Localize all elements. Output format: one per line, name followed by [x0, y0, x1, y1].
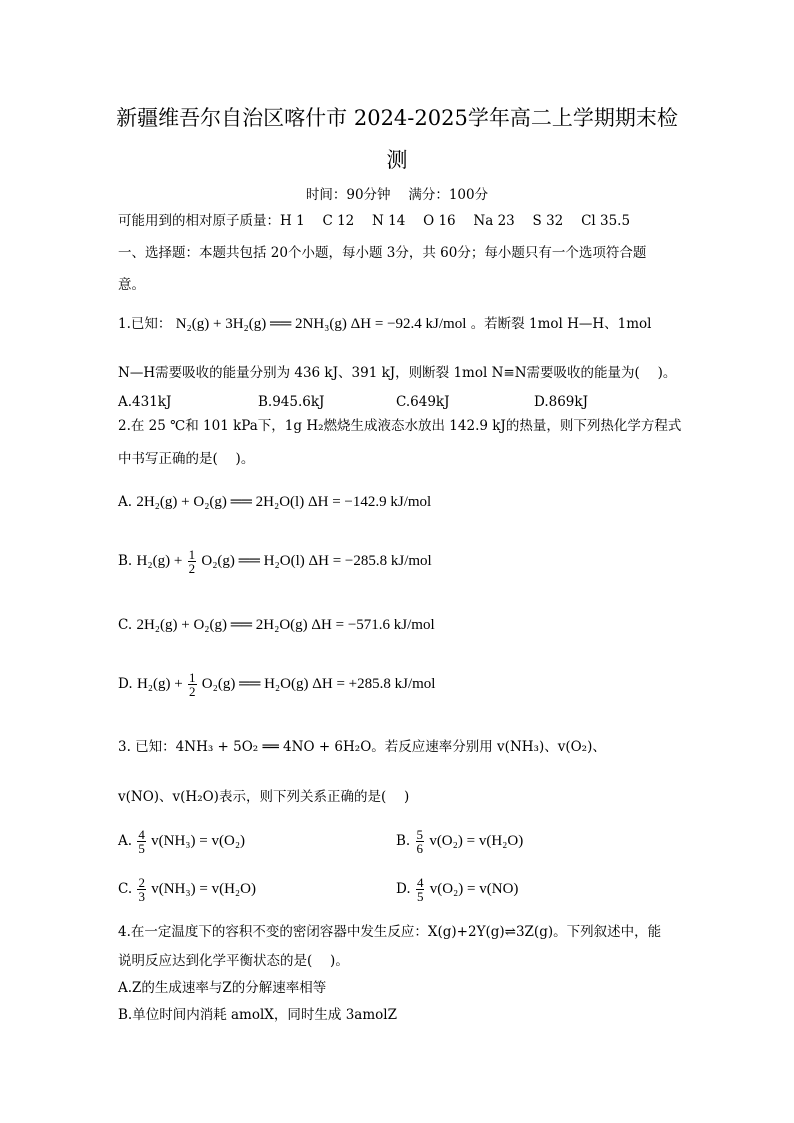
q2-option-a-label: A. — [118, 494, 133, 510]
q3-option-c-label: C. — [118, 881, 133, 897]
q3-option-b-den: 6 — [416, 841, 424, 856]
q3-option-a — [118, 828, 245, 855]
q2-option-b-fraction — [188, 548, 197, 575]
q3-option-c-num: 2 — [138, 875, 145, 890]
q3-option-c — [118, 876, 256, 903]
q3-option-b-num: 5 — [416, 827, 424, 842]
q4-stem-line2: 说明反应达到化学平衡状态的是( )。 — [118, 953, 349, 969]
q3-option-d-label: D. — [396, 881, 411, 897]
q4-stem-line1: 4.在一定温度下的容积不变的密闭容器中发生反应：X(g)+2Y(g)⇌3Z(g)。下列叙述中，能 — [118, 924, 662, 940]
q3-option-b-fraction — [416, 828, 425, 855]
q3-option-c-expr: v(NH₃) = v(H₂O) — [151, 881, 256, 897]
q3-option-a-den: 5 — [138, 841, 145, 856]
q3-option-c-fraction — [137, 876, 146, 903]
q2-option-b-frac-num: 1 — [188, 547, 196, 562]
q2-option-d-label: D. — [118, 676, 133, 692]
q3-stem-line1: 3. 已知：4NH₃ + 5O₂ ══ 4NO + 6H₂O。若反应速率分别用 v(NH₃)、v(O₂)、 — [118, 739, 606, 755]
exam-title-line2: 测 — [386, 148, 408, 172]
section1-intro-line1: 一、选择题：本题共包括 20个小题，每小题 3分，共 60分；每小题只有一个选项符合题 — [118, 245, 647, 261]
q3-option-d-num: 4 — [416, 875, 424, 890]
q4-option-a: A.Z的生成速率与Z的分解速率相等 — [118, 980, 327, 996]
atomic-masses: 可能用到的相对原子质量：H 1 C 12 N 14 O 16 Na 23 S 32 Cl 35.5 — [118, 213, 631, 229]
section1-intro-line2: 意。 — [118, 277, 145, 293]
q2-option-d-frac-num: 1 — [189, 670, 196, 685]
q2-option-c-equation: 2H₂(g) + O₂(g) ══ 2H₂O(g) ΔH = −571.6 kJ/mol — [136, 617, 435, 633]
q3-option-b-label: B. — [396, 833, 411, 849]
q2-option-b-label: B. — [118, 553, 133, 569]
q1-stem-line2: N—H需要吸收的能量分别为 436 kJ、391 kJ，则断裂 1mol N≡N需要吸收的能量为( )。 — [118, 365, 677, 381]
q3-option-a-fraction — [137, 828, 146, 855]
q2-option-b-lhs: H₂(g) + — [136, 553, 183, 569]
q2-stem-line2: 中书写正确的是( )。 — [118, 451, 255, 467]
q3-option-d-expr: v(O₂) = v(NO) — [429, 881, 519, 897]
q3-stem-line2: v(NO)、v(H₂O)表示，则下列关系正确的是( ) — [118, 789, 410, 805]
q2-option-d-lhs: H₂(g) + — [136, 676, 183, 692]
q4-option-b: B.单位时间内消耗 amolX，同时生成 3amolZ — [118, 1007, 397, 1023]
q1-option-a: A.431kJ — [118, 394, 172, 410]
q1-option-c: C.649kJ — [396, 394, 450, 410]
q1-option-b: B.945.6kJ — [258, 394, 325, 410]
q3-option-d — [396, 876, 518, 903]
q3-option-a-expr: v(NH₃) = v(O₂) — [151, 833, 246, 849]
q2-option-d-frac-den: 2 — [189, 684, 196, 699]
q2-option-d-fraction — [188, 671, 197, 698]
q3-option-d-den: 5 — [416, 889, 424, 904]
q1-stem-line1 — [118, 315, 652, 333]
q3-option-d-fraction — [416, 876, 425, 903]
q2-option-c-label: C. — [118, 617, 133, 633]
q2-option-a — [118, 493, 431, 511]
time-info: 时间：90分钟 满分：100分 — [305, 187, 489, 203]
q3-option-b-expr: v(O₂) = v(H₂O) — [429, 833, 524, 849]
q2-option-b-rhs: O₂(g) ══ H₂O(l) ΔH = −285.8 kJ/mol — [201, 553, 432, 569]
q3-option-a-num: 4 — [138, 827, 145, 842]
q1-equation: N₂(g) + 3H₂(g) ══ 2NH₃(g) ΔH = −92.4 kJ/mol — [175, 316, 467, 332]
q2-option-b-frac-den: 2 — [188, 561, 196, 576]
q1-option-d: D.869kJ — [534, 394, 588, 410]
q1-suffix: 。若断裂 1mol H—H、1mol — [470, 316, 652, 332]
exam-title-line1: 新疆维吾尔自治区喀什市 2024-2025学年高二上学期期末检 — [116, 106, 678, 130]
q2-option-a-equation: 2H₂(g) + O₂(g) ══ 2H₂O(l) ΔH = −142.9 kJ/mol — [136, 494, 432, 510]
q3-option-b — [396, 828, 523, 855]
q2-option-d-rhs: O₂(g) ══ H₂O(g) ΔH = +285.8 kJ/mol — [201, 676, 436, 692]
q1-prefix: 1.已知： — [118, 316, 172, 332]
q2-option-d — [118, 671, 435, 698]
q2-stem-line1: 2.在 25 ℃和 101 kPa下，1g H₂燃烧生成液态水放出 142.9 kJ的热量，则下列热化学方程式 — [118, 418, 682, 434]
q3-option-c-den: 3 — [138, 889, 145, 904]
q2-option-b — [118, 548, 432, 575]
q2-option-c — [118, 616, 435, 634]
q3-option-a-label: A. — [118, 833, 133, 849]
